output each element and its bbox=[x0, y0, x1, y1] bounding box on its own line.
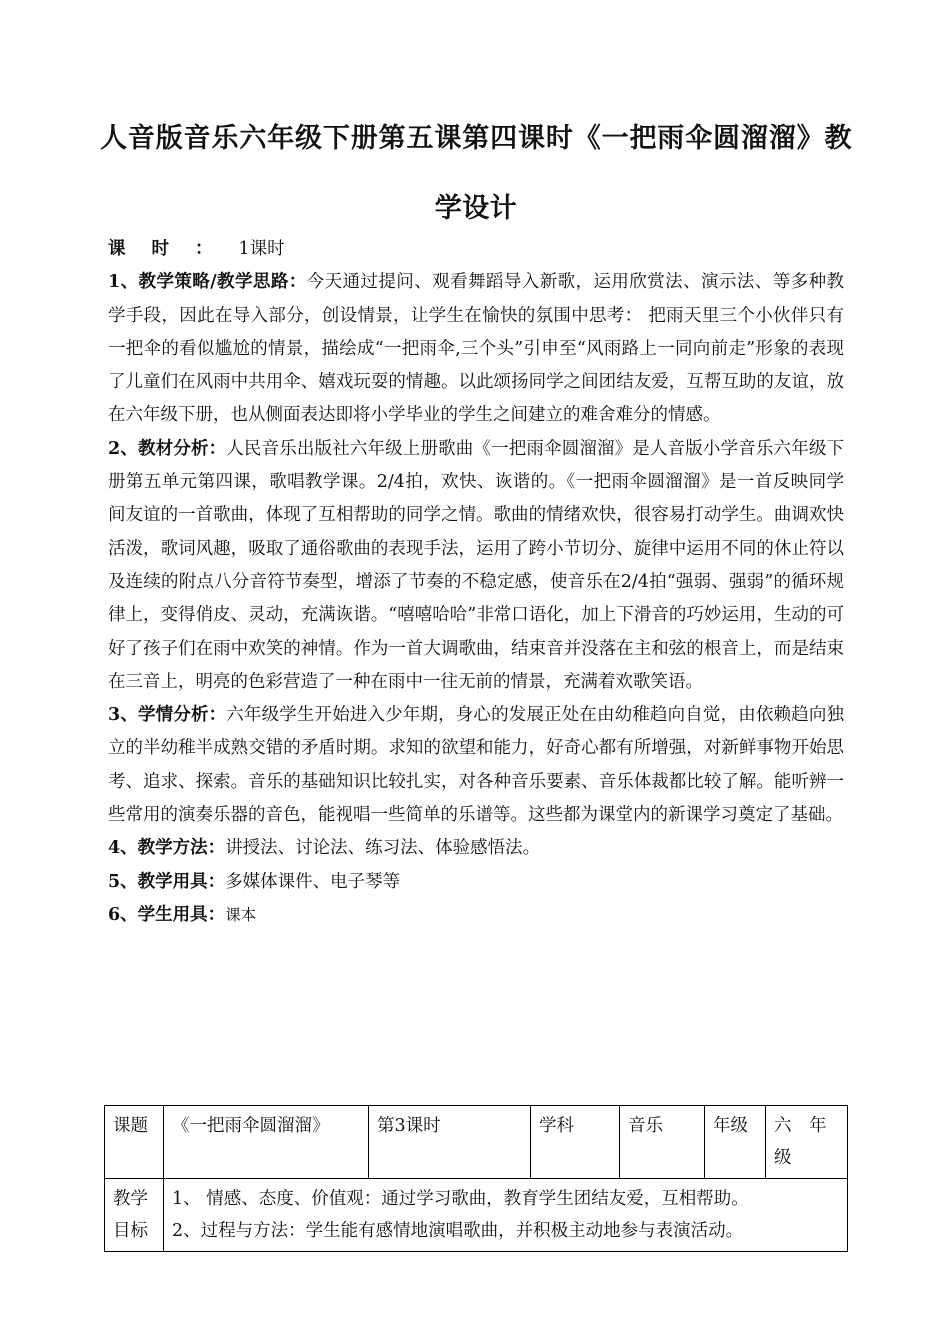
goals-cell bbox=[164, 1179, 848, 1252]
section-label: 4、教学方法： bbox=[108, 838, 226, 859]
lesson-info-table bbox=[104, 1105, 848, 1252]
section-label: 2、教材分析： bbox=[108, 438, 227, 459]
section-label: 5、教学用具： bbox=[108, 871, 226, 892]
section-strategy bbox=[108, 266, 844, 432]
table-cell: 第3课时 bbox=[369, 1106, 531, 1179]
section-student-analysis bbox=[108, 699, 844, 832]
section-teaching-tools bbox=[108, 866, 844, 899]
table-cell: 年级 bbox=[705, 1106, 766, 1179]
table-cell: 《一把雨伞圆溜溜》 bbox=[164, 1106, 369, 1179]
section-text: 人民音乐出版社六年级上册歌曲《一把雨伞圆溜溜》是人音版小学音乐六年级下册第五单元第四课，歌唱教学课。2/4拍，欢快、诙谐的。《一把雨伞圆溜溜》是一首反映同学间友谊的一首歌曲，体现了互相帮助的同学之情。歌曲的情绪欢快，很容易打动学生。曲调欢快活泼，歌词风趣，吸取了通俗歌曲的表现手法，运用了跨小节切分、旋律中运用不同的休止符以及连续的附点八分音符节奏型，增添了节奏的不稳定感，使音乐在2/4拍“强弱、强弱”的循环规律上，变得俏皮、灵动，充满诙谐。“嘻嘻哈哈”非常口语化，加上下滑音的巧妙运用，生动的可好了孩子们在雨中欢笑的神情。作为一首大调歌曲，结束音并没落在主和弦的根音上，而是结束在三音上，明亮的色彩营造了一种在雨中一往无前的情景，充满着欢歌笑语。 bbox=[108, 438, 844, 692]
section-material-analysis bbox=[108, 433, 844, 699]
section-label: 1、教学策略/教学思路： bbox=[108, 272, 307, 293]
section-text: 今天通过提问、观看舞蹈导入新歌，运用欣赏法、演示法、等多种教学手段，因此在导入部分，创设情景，让学生在愉快的氛围中思考： 把雨天里三个小伙伴只有一把伞的看似尴尬的情景，描绘成“一把雨伞,三个头”引申至“风雨路上一同向前走”形象的表现了儿童们在风雨中共用伞、嬉戏玩耍的情趣。以此颂扬同学之间团结友爱，互帮互助的友谊，放在六年级下册，也从侧面表达即将小学毕业的学生之间建立的难舍难分的情感。 bbox=[108, 272, 844, 426]
section-text: 多媒体课件、电子琴等 bbox=[225, 871, 401, 892]
table-cell: 音乐 bbox=[620, 1106, 705, 1179]
document-body bbox=[108, 233, 844, 932]
section-text: 六年级学生开始进入少年期，身心的发展正处在由幼稚趋向自觉，由依赖趋向独立的半幼稚半成熟交错的矛盾时期。求知的欲望和能力，好奇心都有所增强，对新鲜事物开始思考、追求、探索。音乐的基础知识比较扎实，对各种音乐要素、音乐体裁都比较了解。能听辨一些常用的演奏乐器的音色，能视唱一些简单的乐谱等。这些都为课堂内的新课学习奠定了基础。 bbox=[108, 705, 844, 826]
lesson-time-label: 课时： bbox=[108, 239, 239, 259]
table-cell: 教学目标 bbox=[105, 1179, 164, 1252]
goal-item: 2、过程与方法：学生能有感情地演唱歌曲，并积极主动地参与表演活动。 bbox=[172, 1221, 744, 1241]
table-row bbox=[105, 1106, 848, 1179]
lesson-time-value: 1课时 bbox=[238, 239, 285, 259]
section-label: 3、学情分析： bbox=[108, 705, 227, 726]
table-cell: 课题 bbox=[105, 1106, 164, 1179]
section-teaching-method bbox=[108, 832, 844, 865]
table-cell: 学科 bbox=[531, 1106, 620, 1179]
table-cell: 六 年级 bbox=[766, 1106, 848, 1179]
section-student-tools bbox=[108, 899, 844, 932]
page-title: 人音版音乐六年级下册第五课第四课时《一把雨伞圆溜溜》教学设计 bbox=[100, 123, 852, 224]
goal-item: 1、 情感、态度、价值观：通过学习歌曲，教育学生团结友爱，互相帮助。 bbox=[172, 1189, 749, 1209]
section-text: 讲授法、讨论法、练习法、体验感悟法。 bbox=[225, 838, 541, 859]
section-text: 课本 bbox=[225, 905, 257, 924]
lesson-time-line bbox=[108, 233, 844, 266]
section-label: 6、学生用具： bbox=[108, 904, 226, 925]
table-row bbox=[105, 1179, 848, 1252]
